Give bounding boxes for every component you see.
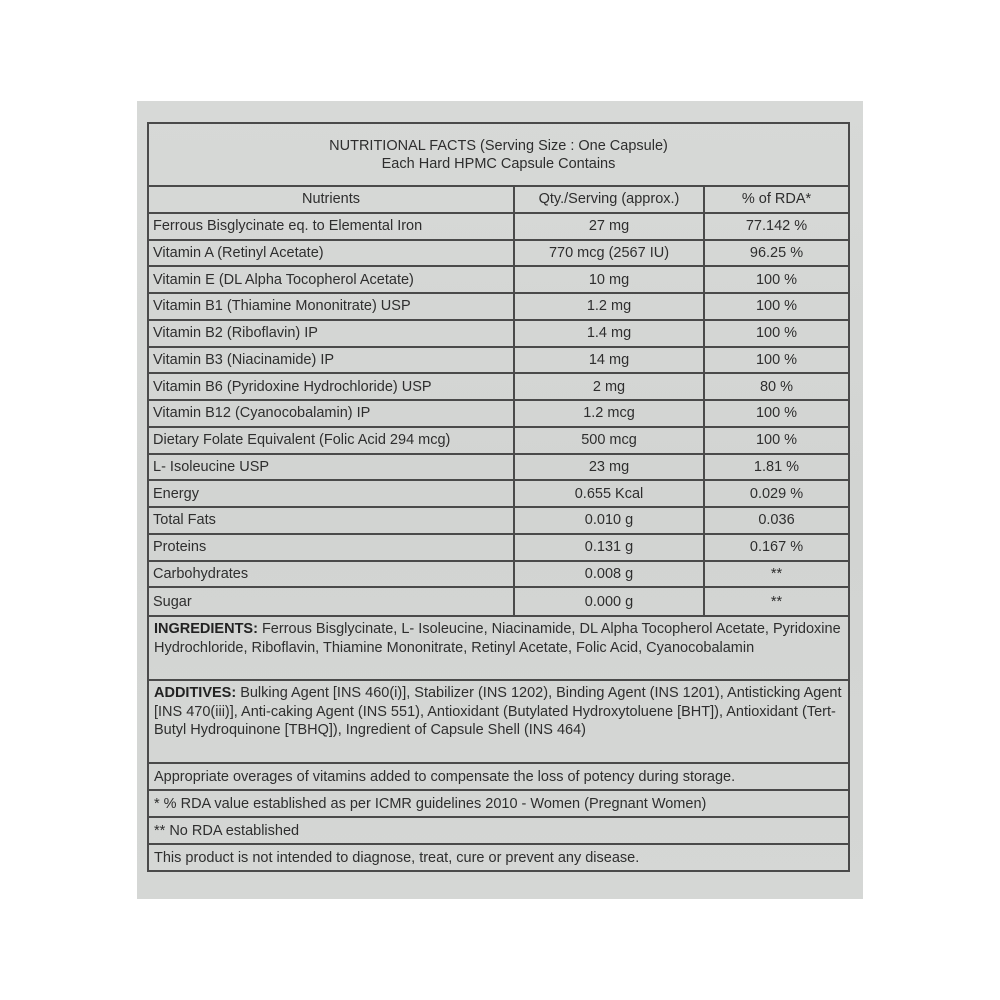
- nutrient-rda: 96.25 %: [749, 244, 804, 261]
- nutrient-rda: 80 %: [759, 378, 794, 395]
- nutrient-name: Vitamin B12 (Cyanocobalamin) IP: [149, 401, 515, 426]
- rda-basis-note: * % RDA value established as per ICMR guidelines 2010 - Women (Pregnant Women): [149, 789, 848, 816]
- nutrient-qty: 0.008 g: [515, 562, 705, 587]
- column-nutrients: Nutrients: [149, 187, 515, 212]
- nutrient-qty: 0.655 Kcal: [515, 481, 705, 506]
- column-qty: Qty./Serving (approx.): [515, 187, 705, 212]
- ingredients-section: [149, 615, 848, 679]
- table-row: [149, 267, 848, 294]
- nutrient-name: Energy: [149, 481, 515, 506]
- label-card: [137, 101, 863, 899]
- disclaimer-note: This product is not intended to diagnose, treat, cure or prevent any disease.: [149, 843, 848, 870]
- nutrient-rda: 0.036: [758, 512, 795, 529]
- nutrient-rda: 100 %: [755, 405, 798, 422]
- nutrition-panel: [147, 122, 850, 872]
- nutrient-name: Sugar: [149, 588, 515, 615]
- header-subtitle: Each Hard HPMC Capsule Contains: [381, 155, 616, 172]
- nutrient-rda: 100 %: [755, 271, 798, 288]
- nutrient-name: Vitamin B3 (Niacinamide) IP: [149, 348, 515, 373]
- additives-label: ADDITIVES:: [154, 685, 237, 701]
- table-row: [149, 294, 848, 321]
- table-row: [149, 401, 848, 428]
- nutrient-qty: 1.2 mg: [515, 294, 705, 319]
- nutrient-qty: 23 mg: [515, 455, 705, 480]
- overages-note: Appropriate overages of vitamins added to compensate the loss of potency during storage.: [149, 762, 848, 789]
- nutrient-qty: 770 mcg (2567 IU): [515, 241, 705, 266]
- table-row: [149, 481, 848, 508]
- nutrient-rda: 100 %: [755, 351, 798, 368]
- table-row: [149, 374, 848, 401]
- table-row: [149, 455, 848, 482]
- nutrient-name: L- Isoleucine USP: [149, 455, 515, 480]
- nutrient-qty: 0.010 g: [515, 508, 705, 533]
- nutrient-rda: 100 %: [755, 325, 798, 342]
- nutrient-name: Total Fats: [149, 508, 515, 533]
- nutrient-rda: 100 %: [755, 432, 798, 449]
- nutrient-qty: 0.000 g: [515, 588, 705, 615]
- table-row: [149, 241, 848, 268]
- nutrient-rows: [149, 214, 848, 615]
- nutrient-rda: 0.029 %: [749, 485, 804, 502]
- nutrient-rda: 77.142 %: [745, 218, 808, 235]
- nutrient-name: Vitamin E (DL Alpha Tocopherol Acetate): [149, 267, 515, 292]
- nutrient-name: Proteins: [149, 535, 515, 560]
- additives-section: [149, 679, 848, 762]
- ingredients-label: INGREDIENTS:: [154, 621, 258, 637]
- nutrient-qty: 27 mg: [515, 214, 705, 239]
- nutrient-qty: 2 mg: [515, 374, 705, 399]
- additives-text: Bulking Agent [INS 460(i)], Stabilizer (INS 1202), Binding Agent (INS 1201), Antisticking Agent [INS 470(iii)], Anti-caking Agent (INS 551), Antioxidant (Butylated Hydroxytoluene [BHT]), Antioxidant (Tert-Butyl Hydroquinone [TBHQ]), Ingredient of Capsule Shell (INS 464): [154, 685, 842, 738]
- header-title: NUTRITIONAL FACTS (Serving Size : One Capsule): [329, 137, 668, 154]
- column-rda: % of RDA*: [741, 191, 812, 208]
- nutrient-rda: **: [770, 593, 783, 610]
- table-row: [149, 428, 848, 455]
- table-row: [149, 588, 848, 615]
- nutrient-qty: 500 mcg: [515, 428, 705, 453]
- table-header: [149, 124, 848, 187]
- nutrient-name: Dietary Folate Equivalent (Folic Acid 294 mcg): [149, 428, 515, 453]
- nutrient-name: Vitamin B6 (Pyridoxine Hydrochloride) USP: [149, 374, 515, 399]
- nutrient-qty: 0.131 g: [515, 535, 705, 560]
- nutrient-rda: 0.167 %: [749, 539, 804, 556]
- nutrient-qty: 1.4 mg: [515, 321, 705, 346]
- no-rda-note: ** No RDA established: [149, 816, 848, 843]
- nutrient-name: Carbohydrates: [149, 562, 515, 587]
- nutrient-name: Ferrous Bisglycinate eq. to Elemental Iron: [149, 214, 515, 239]
- nutrient-qty: 14 mg: [515, 348, 705, 373]
- table-row: [149, 562, 848, 589]
- nutrient-rda: 100 %: [755, 298, 798, 315]
- table-row: [149, 321, 848, 348]
- table-row: [149, 535, 848, 562]
- nutrient-name: Vitamin B2 (Riboflavin) IP: [149, 321, 515, 346]
- ingredients-text: Ferrous Bisglycinate, L- Isoleucine, Niacinamide, DL Alpha Tocopherol Acetate, Pyridoxine Hydrochloride, Riboflavin, Thiamine Mononitrate, Retinyl Acetate, Folic Acid, Cyanocobalamin: [154, 621, 841, 656]
- table-row: [149, 508, 848, 535]
- nutrient-rda: 1.81 %: [753, 458, 800, 475]
- table-row: [149, 348, 848, 375]
- nutrient-qty: 1.2 mcg: [515, 401, 705, 426]
- nutrient-qty: 10 mg: [515, 267, 705, 292]
- nutrient-rda: **: [770, 565, 783, 582]
- nutrient-name: Vitamin B1 (Thiamine Mononitrate) USP: [149, 294, 515, 319]
- table-row: [149, 214, 848, 241]
- column-header-row: [149, 187, 848, 214]
- nutrient-name: Vitamin A (Retinyl Acetate): [149, 241, 515, 266]
